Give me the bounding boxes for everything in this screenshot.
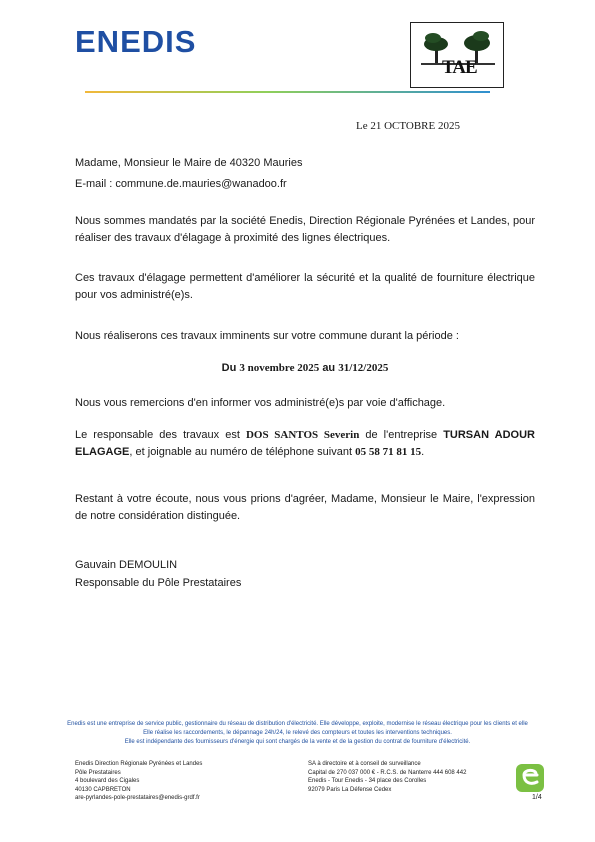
footer-notice-line: Elle est indépendante des fournisseurs d'énergie qui sont chargés de la vente et de la gestion du contrat de fourniture d'électricité. (124, 739, 471, 745)
resp-phone: 05 58 71 81 15 (355, 446, 422, 458)
footer-legal-notice (40, 720, 555, 747)
recipient-line: Madame, Monsieur le Maire de 40320 Mauries (75, 157, 303, 169)
footer-address-line: 4 boulevard des Cigales (75, 778, 140, 784)
footer-notice-line: Elle réalise les raccordements, le dépannage 24h/24, le relevé des compteurs et toutes les interventions techniques. (143, 730, 452, 736)
footer-address-line: Pôle Prestataires (75, 769, 121, 776)
footer-address (75, 760, 202, 803)
tree-icon (411, 23, 505, 89)
signatory-title: Responsable du Pôle Prestataires (75, 577, 242, 589)
resp-mid: de l'entreprise (365, 429, 438, 441)
resp-suffix: , et joignable au numéro de téléphone suivant (129, 446, 353, 458)
period-line (75, 362, 535, 374)
period-au: au (322, 362, 336, 374)
paragraph-thanks: Nous vous remercions d'en informer vos administré(e)s par voie d'affichage. (75, 397, 446, 409)
resp-company: TURSAN ADOUR ELAGAGE (75, 429, 535, 458)
paragraph-responsible (75, 427, 535, 461)
enedis-logo-text: ENEDIS (75, 24, 197, 59)
footer-address-line: 40130 CAPBRETON (75, 786, 131, 793)
enedis-logo (75, 26, 196, 57)
enedis-e-icon (515, 763, 545, 793)
footer-email: are-pyrlandes-pole-prestataires@enedis-grdf.fr (75, 795, 200, 801)
period-end: 31/12/2025 (338, 362, 389, 374)
footer-notice-line: Enedis est une entreprise de service public, gestionnaire du réseau de distribution d'électricité. Elle développe, exploite, modernise le réseau électrique pour les clients et elle (67, 721, 528, 727)
paragraph-closing: Restant à votre écoute, nous vous prions d'agréer, Madame, Monsieur le Maire, l'expression de notre considération distinguée. (75, 493, 535, 522)
resp-prefix: Le responsable des travaux est (75, 429, 240, 441)
paragraph-benefits: Ces travaux d'élagage permettent d'améliorer la sécurité et la qualité de fourniture électrique pour vos administré(e)s. (75, 272, 535, 301)
paragraph-mandate: Nous sommes mandatés par la société Enedis, Direction Régionale Pyrénées et Landes, pour réaliser des travaux d'élagage à proximité des lignes électriques. (75, 215, 535, 244)
tae-logo-text: TAE (442, 57, 477, 78)
footer-company-line: 92079 Paris La Défense Cedex (308, 786, 392, 793)
period-du: Du (221, 362, 237, 374)
signatory-name: Gauvain DEMOULIN (75, 559, 178, 571)
recipient-email: E-mail : commune.de.mauries@wanadoo.fr (75, 178, 287, 190)
page-number: 1/4 (532, 794, 542, 801)
resp-name: DOS SANTOS Severin (245, 429, 360, 441)
resp-end: . (421, 446, 425, 458)
header-divider (85, 91, 490, 93)
letter-date: Le 21 OCTOBRE 2025 (356, 120, 460, 132)
footer-company-line: SA à directoire et à conseil de surveillance (308, 761, 421, 767)
footer-address-line: Enedis Direction Régionale Pyrénées et Landes (75, 761, 203, 767)
paragraph-period: Nous réaliserons ces travaux imminents sur votre commune durant la période : (75, 330, 459, 342)
tae-logo (410, 22, 504, 88)
footer-company-line: Enedis - Tour Enedis - 34 place des Corolles (308, 778, 427, 784)
period-start: 3 novembre 2025 (239, 362, 320, 374)
footer-company-line: Capital de 270 037 000 € - R.C.S. de Nanterre 444 608 442 (308, 769, 467, 776)
footer-company-info (308, 760, 466, 794)
